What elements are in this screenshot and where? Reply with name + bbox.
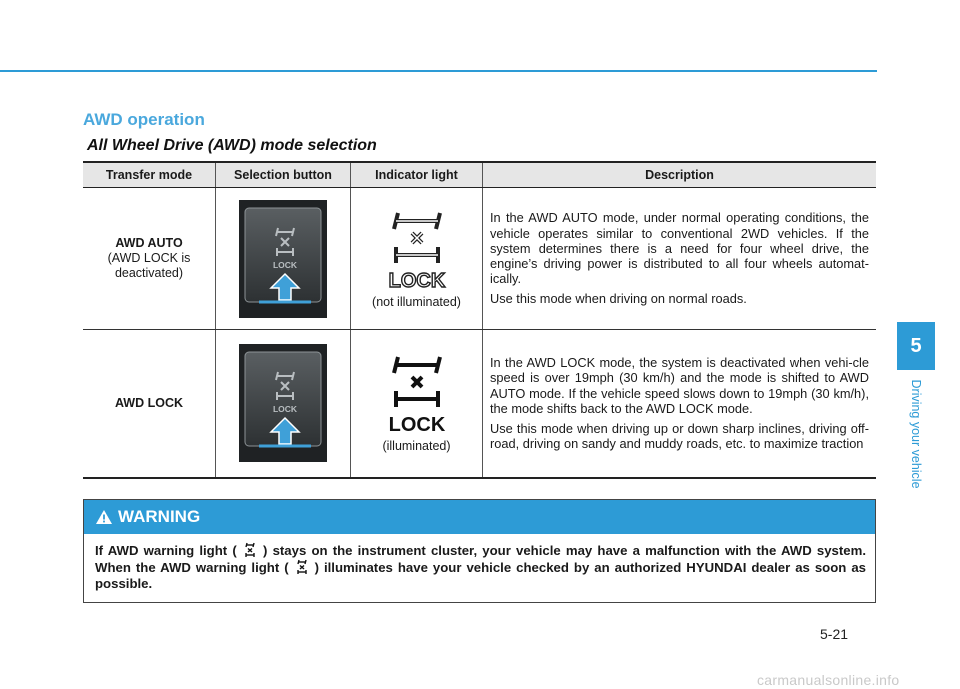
- mode-name: AWD LOCK: [114, 395, 184, 410]
- description-paragraph: Use this mode when driving on normal roads.: [490, 291, 747, 307]
- chapter-side-label: [897, 370, 935, 498]
- button-label: LOCK: [272, 404, 298, 415]
- table-row: [83, 330, 876, 478]
- header-selection-button: Selection button: [216, 162, 351, 188]
- indicator-label: LOCK: [388, 414, 445, 436]
- header-transfer-mode: Transfer mode: [83, 162, 216, 188]
- awd-lock-button[interactable]: [239, 344, 327, 462]
- description-cell-lock: [483, 330, 877, 478]
- mode-name: AWD AUTO: [115, 236, 183, 250]
- indicator-cell-lock: [351, 330, 483, 478]
- description-paragraph: Use this mode when driving up or down sharp inclines, driving off-road, driving on sandy and muddy roads, etc. to maximize traction: [490, 420, 869, 452]
- description-cell-auto: [483, 188, 877, 330]
- table-header-row: [83, 162, 876, 188]
- button-cell-auto: [216, 188, 351, 330]
- table-row: [83, 188, 876, 330]
- button-cell-lock: [216, 330, 351, 478]
- page-number: 5-21: [820, 626, 849, 642]
- awd-mode-table: [83, 161, 876, 479]
- indicator-caption: (not illuminated): [372, 294, 461, 309]
- awd-warning-icon: [296, 559, 308, 575]
- button-label: LOCK: [272, 259, 298, 270]
- warning-title: WARNING: [118, 507, 201, 526]
- chapter-number-tab[interactable]: 5: [897, 322, 935, 370]
- awd-lock-icon: [394, 357, 440, 407]
- subtitle: All Wheel Drive (AWD) mode selection: [87, 137, 377, 154]
- indicator-caption: (illuminated): [382, 439, 451, 454]
- warning-triangle-icon: [96, 510, 112, 524]
- header-rule: [0, 70, 877, 72]
- awd-lock-indicator-off: [382, 209, 452, 291]
- section-title: AWD operation: [83, 110, 205, 129]
- mode-cell-auto: [83, 188, 216, 330]
- chapter-title: Driving your vehicle: [909, 379, 923, 489]
- awd-lock-indicator-on: [382, 353, 452, 435]
- warning-header: [84, 500, 875, 534]
- awd-lock-button[interactable]: [239, 200, 327, 318]
- warning-box: [83, 499, 876, 603]
- header-description: Description: [483, 162, 877, 188]
- warning-text: If AWD warning light ( ) stays on the instrument cluster, your vehicle may have a malfunction with the AWD system. When the AWD warning light ( ) illuminates have your vehicle checked by an authorized HYUNDAI dealer as soon as possible.: [95, 543, 866, 591]
- description-paragraph: In the AWD AUTO mode, under normal operating conditions, the vehicle operates similar to conventional 2WD vehicles. If the system determines there is a need for four wheel drive, the engine’s driving power is distributed to all four wheels automat-ically.: [490, 210, 869, 287]
- header-indicator-light: Indicator light: [351, 162, 483, 188]
- mode-cell-lock: [83, 330, 216, 478]
- indicator-label: LOCK: [388, 269, 445, 291]
- awd-warning-icon: [244, 542, 256, 558]
- indicator-cell-auto: [351, 188, 483, 330]
- description-paragraph: In the AWD LOCK mode, the system is deactivated when vehi-cle speed is over 19mph (30 km/h) and the mode is shifted to AWD AUTO mode. If the vehicle speed slows down to 19mph (30 km/h), the mode shifts back to the AWD LOCK mode.: [490, 355, 869, 416]
- watermark: carmanualsonline.info: [757, 672, 900, 688]
- mode-note: (AWD LOCK is deactivated): [107, 251, 191, 280]
